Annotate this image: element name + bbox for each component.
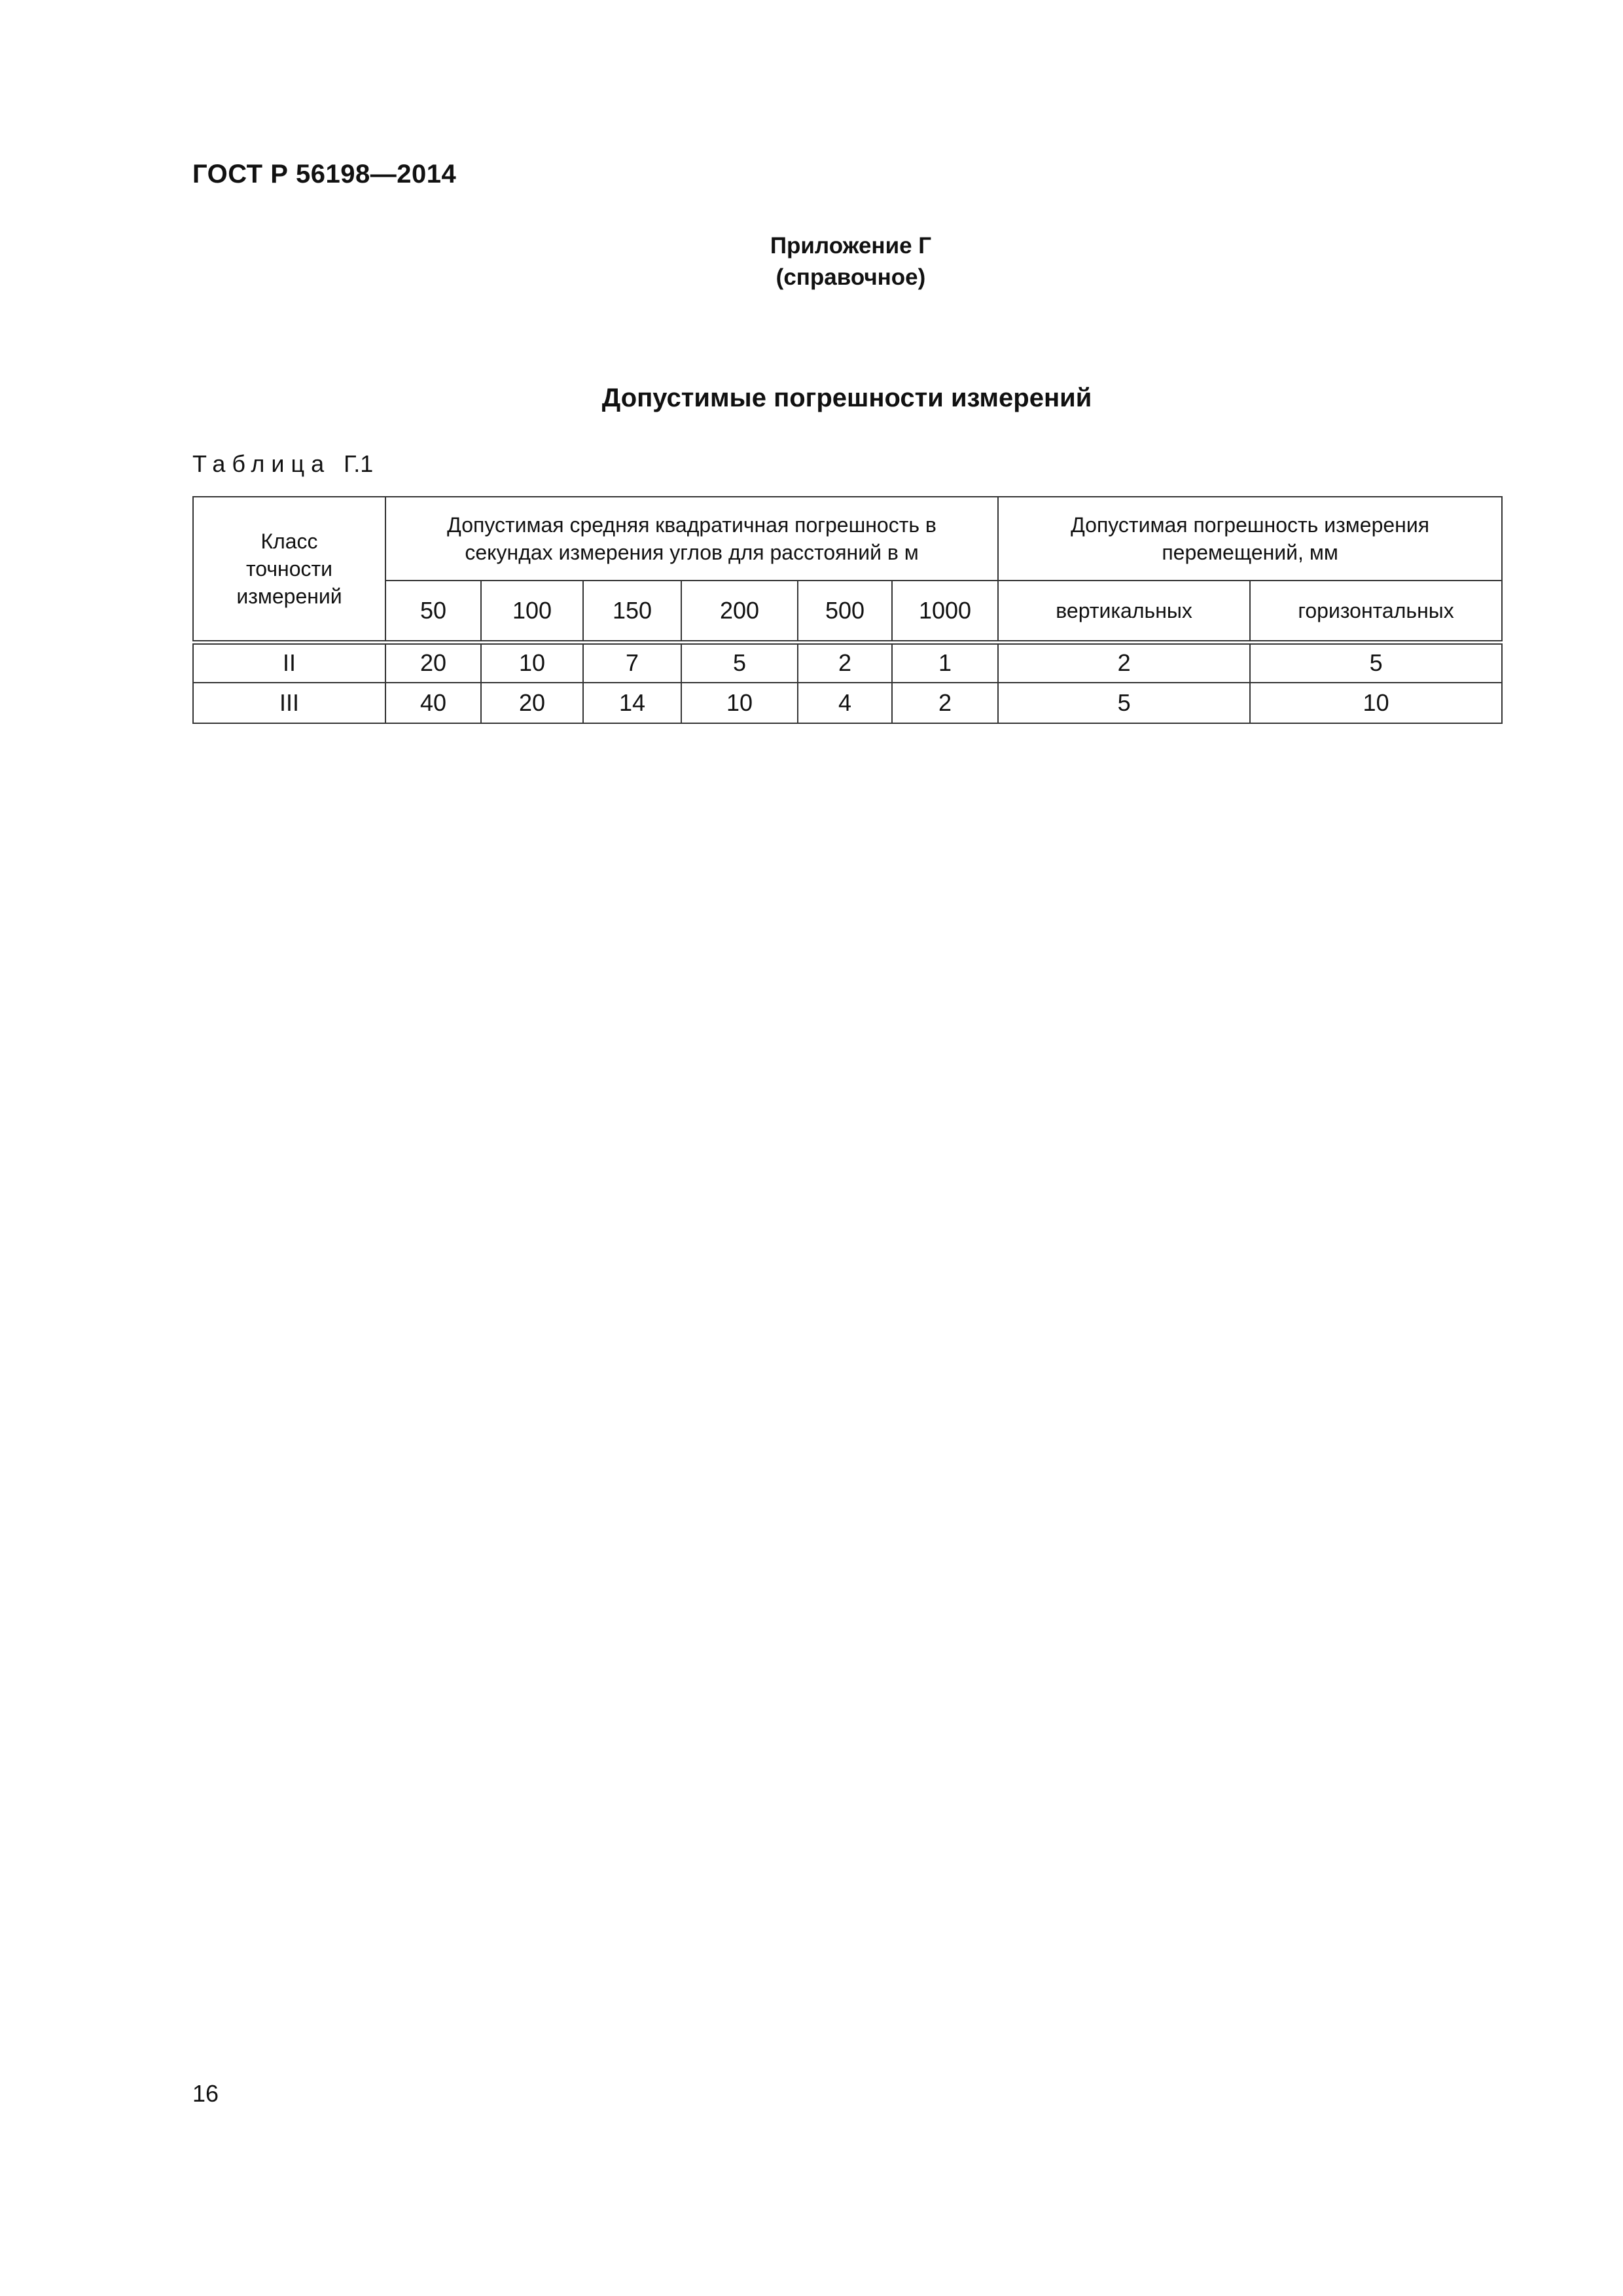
table-subheader-row [193,581,1502,642]
horizontal-cell: 10 [1250,683,1502,723]
table-caption-number: Г.1 [344,450,374,477]
distance-header: 150 [583,581,681,642]
page-title: Допустимые погрешности измерений [601,384,1092,412]
table-row [193,683,1502,723]
distance-header: 50 [385,581,481,642]
vertical-header: вертикальных [998,581,1250,642]
angle-cell: 10 [481,642,583,683]
class-cell: II [193,642,385,683]
angle-cell: 20 [481,683,583,723]
table-header-row [193,497,1502,581]
angle-cell: 2 [892,683,998,723]
angle-cell: 20 [385,642,481,683]
angle-cell: 5 [681,642,798,683]
table-caption [192,450,373,478]
angle-cell: 2 [798,642,892,683]
appendix-heading [681,230,1021,293]
page-number: 16 [192,2080,219,2107]
class-cell: III [193,683,385,723]
angle-cell: 7 [583,642,681,683]
horizontal-cell: 5 [1250,642,1502,683]
angle-cell: 40 [385,683,481,723]
appendix-label: Приложение Г [770,233,932,259]
class-column-header: Класс точности измерений [193,497,385,642]
vertical-cell: 2 [998,642,1250,683]
vertical-cell: 5 [998,683,1250,723]
angle-error-group-header: Допустимая средняя квадратичная погрешность в секундах измерения углов для расстояний в м [385,497,998,581]
displacement-error-group-header: Допустимая погрешность измерения перемещений, мм [998,497,1502,581]
table-row [193,642,1502,683]
distance-header: 1000 [892,581,998,642]
horizontal-header: горизонтальных [1250,581,1502,642]
distance-header: 500 [798,581,892,642]
angle-cell: 4 [798,683,892,723]
distance-header: 200 [681,581,798,642]
appendix-type: (справочное) [776,264,926,290]
document-code: ГОСТ Р 56198—2014 [192,160,457,188]
table-caption-word: Таблица [192,450,331,477]
error-table [192,496,1503,724]
angle-cell: 10 [681,683,798,723]
angle-cell: 14 [583,683,681,723]
angle-cell: 1 [892,642,998,683]
distance-header: 100 [481,581,583,642]
